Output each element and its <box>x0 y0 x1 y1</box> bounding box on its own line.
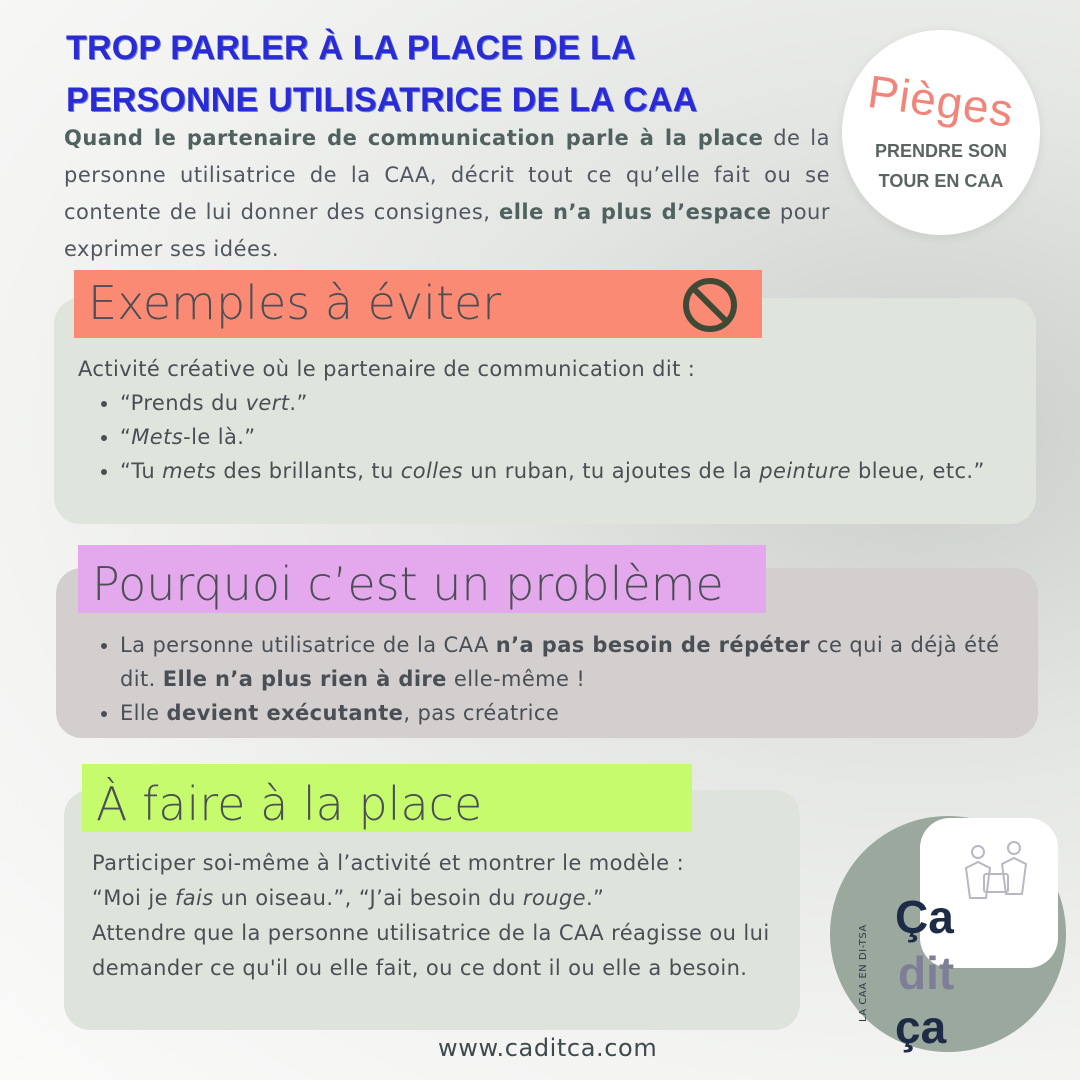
instead-text: un oiseau.”, “J’ai besoin du <box>213 886 523 910</box>
logo-tagline: LA CAA EN DI-TSA <box>858 924 869 1022</box>
instead-section-label: À faire à la place <box>82 764 692 832</box>
badge-subtitle <box>842 136 1040 196</box>
list-item <box>120 454 1008 488</box>
avoid-list <box>78 386 1008 488</box>
list-item-bold: devient exécutante <box>166 701 404 725</box>
list-item-text: -le là.” <box>183 425 256 449</box>
list-item-text: “Prends du <box>120 391 246 415</box>
list-item-text: , pas créatrice <box>403 701 560 725</box>
intro-text-2: pour exprimer ses idées. <box>64 200 830 261</box>
instead-emphasis: rouge <box>522 886 586 910</box>
instead-text: “Moi je <box>92 886 175 910</box>
list-item-emphasis: vert <box>245 391 290 415</box>
badge-title: Pièges <box>864 65 1018 137</box>
list-item <box>120 628 1002 696</box>
logo-word-1: Ça <box>895 891 954 943</box>
list-item-emphasis: peinture <box>759 459 851 483</box>
list-item-text: La personne utilisatrice de la CAA <box>120 633 496 657</box>
intro-bold-2: elle n’a plus d’espace <box>498 200 772 224</box>
list-item-text: un ruban, tu ajoutes de la <box>463 459 760 483</box>
instead-emphasis: fais <box>175 886 214 910</box>
avoid-intro: Activité créative où le partenaire de communication dit : <box>78 357 696 381</box>
list-item <box>120 386 1008 420</box>
list-item <box>120 420 1008 454</box>
list-item-text: elle-même ! <box>446 667 586 691</box>
instead-line-1: Participer soi-même à l’activité et montrer le modèle : <box>92 851 685 875</box>
instead-line-2 <box>92 881 792 916</box>
ban-icon <box>680 275 740 335</box>
logo-word-2: dit <box>898 947 955 999</box>
instead-line-3: Attendre que la personne utilisatrice de la CAA réagisse ou lui demander ce qu'il ou elle fait, ou ce dont il ou elle a besoin. <box>92 921 770 980</box>
list-item-text: Elle <box>120 701 167 725</box>
problem-section-label: Pourquoi c’est un problème <box>78 545 766 613</box>
list-item-emphasis: Mets <box>131 425 184 449</box>
intro-text-1: de la personne utilisatrice de la CAA, décrit tout ce qu’elle fait ou se contente de lui donner des consignes, <box>64 126 830 224</box>
list-item-bold: Elle n’a plus rien à dire <box>162 667 447 691</box>
pieges-badge <box>842 30 1040 235</box>
list-item-bold: n’a pas besoin de répéter <box>495 633 810 657</box>
problem-section-content <box>92 628 1002 730</box>
badge-sub-line-1: PRENDRE SON <box>874 141 1008 161</box>
title-line-2: PERSONNE UTILISATRICE DE LA CAA <box>66 81 698 119</box>
list-item-text: ce qui a déjà été dit. <box>120 633 1000 691</box>
people-icon <box>958 838 1038 908</box>
intro-bold-1: Quand le partenaire de communication parle à la place <box>64 126 764 150</box>
instead-section-content <box>92 846 792 986</box>
instead-text: .” <box>585 886 605 910</box>
avoid-section-content <box>78 352 1008 488</box>
website-link[interactable]: www.caditca.com <box>438 1034 658 1062</box>
list-item-emphasis: mets <box>162 459 217 483</box>
list-item-emphasis: colles <box>400 459 464 483</box>
list-item-text: des brillants, tu <box>216 459 401 483</box>
badge-sub-line-2: TOUR EN CAA <box>878 171 1004 191</box>
page-title <box>66 22 697 126</box>
title-line-1: TROP PARLER À LA PLACE DE LA <box>66 29 636 67</box>
intro-paragraph <box>64 120 830 268</box>
list-item-text: bleue, etc.” <box>850 459 985 483</box>
list-item-text: “Tu <box>120 459 163 483</box>
logo-word-3: ça <box>895 1001 947 1053</box>
avoid-section-label: Exemples à éviter <box>74 270 762 338</box>
list-item-text: .” <box>289 391 308 415</box>
problem-list <box>92 628 1002 730</box>
list-item-text: “ <box>120 425 132 449</box>
list-item <box>120 696 1002 730</box>
